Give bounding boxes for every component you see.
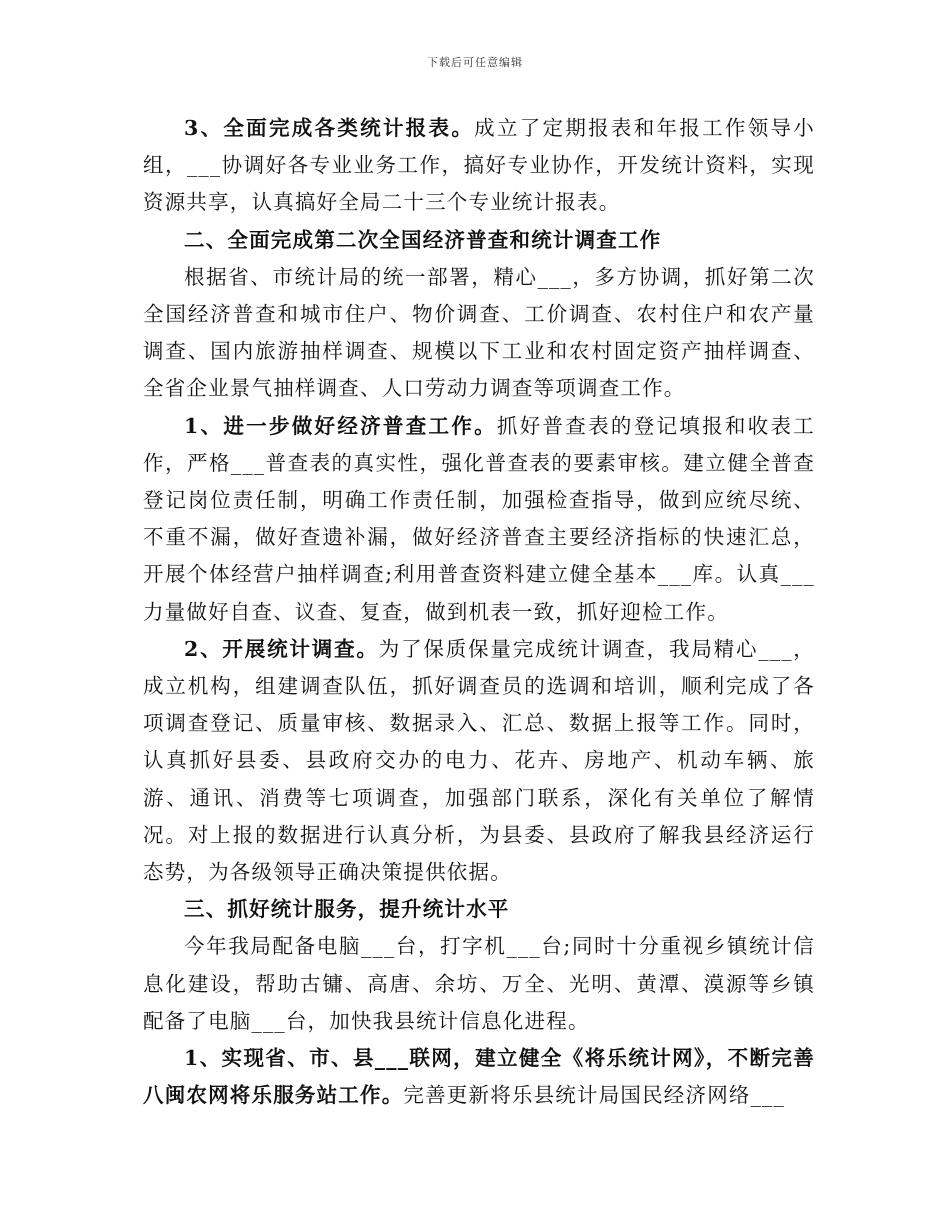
paragraph-4-lead: 2、开展统计调查。: [184, 636, 379, 661]
paragraph-1: [143, 110, 815, 222]
paragraph-3: [143, 408, 815, 631]
paragraph-6: [143, 1040, 815, 1114]
section-heading-2: 二、全面完成第二次全国经济普查和统计调查工作: [184, 227, 662, 252]
paragraph-2: [143, 259, 815, 408]
paragraph-3-text: 抓好普查表的登记填报和收表工作，严格___普查表的真实性，强化普查表的要素审核。建立健全普查登记岗位责任制，明确工作责任制，加强检查指导，做到应统尽统、不重不漏，做好查遗补漏，做好经济普查主要经济指标的快速汇总，开展个体经营户抽样调查;利用普查资料建立健全基本___库。认真___力量做好自查、议查、复查，做到机表一致，抓好迎检工作。: [143, 413, 815, 624]
paragraph-2-text: 根据省、市统计局的统一部署，精心___，多方协调，抓好第二次全国经济普查和城市住户、物价调查、工价调查、农村住户和农产量调查、国内旅游抽样调查、规模以下工业和农村固定资产抽样调查、全省企业景气抽样调查、人口劳动力调查等项调查工作。: [143, 264, 815, 401]
section-heading-3: 三、抓好统计服务，提升统计水平: [184, 897, 510, 922]
paragraph-3-lead: 1、进一步做好经济普查工作。: [184, 413, 497, 438]
document-body: [143, 110, 815, 1114]
paragraph-6-lead: 1、实现省、市、县___联网，建立健全《将乐统计网》，不断完善八闽农网将乐服务站工作。: [143, 1046, 815, 1108]
paragraph-1-text: 成立了定期报表和年报工作领导小组，___协调好各专业业务工作，搞好专业协作，开发统计资料，实现资源共享，认真搞好全局二十三个专业统计报表。: [143, 116, 816, 215]
paragraph-5: [143, 928, 815, 1040]
paragraph-4-text: 为了保质保量完成统计调查，我局精心___，成立机构，组建调查队伍，抓好调查员的选调和培训，顺利完成了各项调查登记、质量审核、数据录入、汇总、数据上报等工作。同时，认真抓好县委、县政府交办的电力、花卉、房地产、机动车辆、旅游、通讯、消费等七项调查，加强部门联系，深化有关单位了解情况。对上报的数据进行认真分析，为县委、县政府了解我县经济运行态势，为各级领导正确决策提供依据。: [143, 636, 815, 885]
page-header: 下载后可任意编辑: [427, 56, 523, 69]
paragraph-4: [143, 631, 815, 891]
paragraph-5-text: 今年我局配备电脑___台，打字机___台;同时十分重视乡镇统计信息化建设，帮助古镛、高唐、余坊、万全、光明、黄潭、漠源等乡镇配备了电脑___台，加快我县统计信息化进程。: [143, 934, 815, 1033]
paragraph-6-text: 完善更新将乐县统计局国民经济网络___: [403, 1083, 785, 1108]
paragraph-1-lead: 3、全面完成各类统计报表。: [184, 116, 475, 140]
